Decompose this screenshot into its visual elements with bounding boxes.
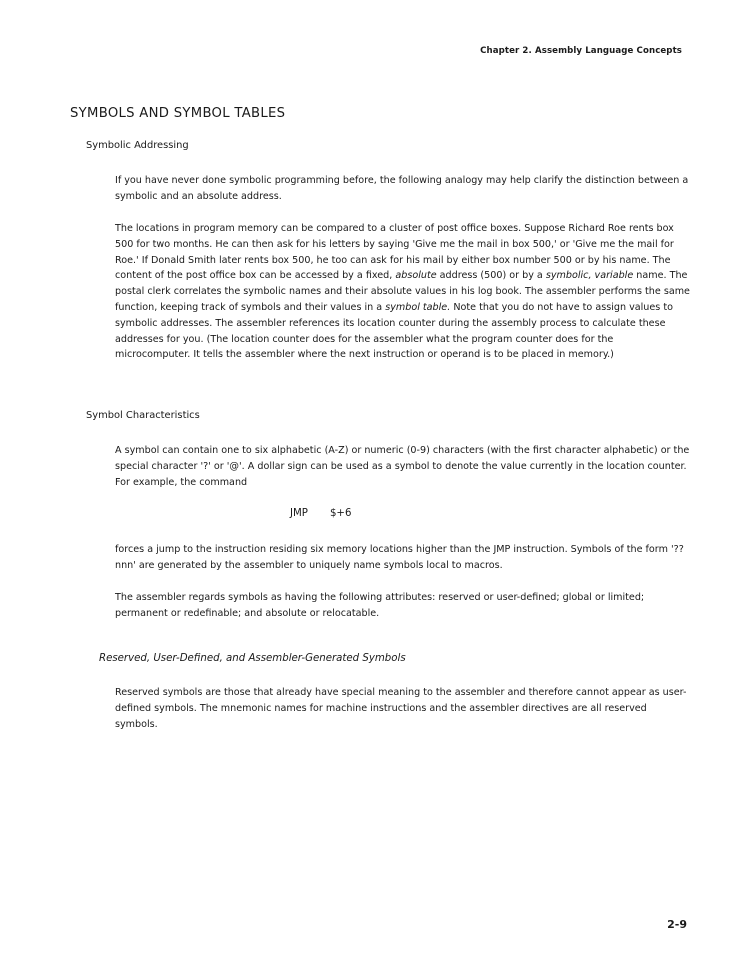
section-title: SYMBOLS AND SYMBOL TABLES [70,106,286,121]
emphasis-symbolic-variable: symbolic, variable [545,270,634,282]
emphasis-absolute: absolute [395,270,437,282]
subheading-symbol-characteristics: Symbol Characteristics [86,410,200,421]
subheading-reserved-symbols: Reserved, User-Defined, and Assembler-Generated Symbols [99,653,406,664]
text-run: address (500) or by a [436,270,546,282]
text-run: The locations in program memory can be compared to a cluster of post office boxes. Suppose Richard Roe rents box 500 for two months. He can then ask for his letters by saying 'Give me the mail in box 500,' or 'Give me the mail for Roe.' If Donald Smith later rents box 500, he too can ask for his mail by either box number 500 or by his name. The content of the post office box can be accessed by a fixed, [115,223,674,282]
emphasis-symbol-table: symbol table. [385,301,451,313]
paragraph-post-office-analogy [115,221,690,363]
paragraph-reserved-symbols: Reserved symbols are those that already have special meaning to the assembler and therefore cannot appear as user-defined symbols. The mnemonic names for machine instructions and the assembler directives are all reserved symbols. [115,687,687,730]
paragraph-jump-explanation: forces a jump to the instruction residing six memory locations higher than the JMP instruction. Symbols of the form '??nnn' are generated by the assembler to uniquely name symbols local to macros. [115,544,684,571]
text-run: Note that you do not have to assign values to symbolic addresses. The assembler references its location counter during the assembly process to calculate these addresses for you. (The location counter does for the assembler what the program counter does for the microcomputer. It tells the assembler where the next instruction or operand is to be placed in memory.) [115,301,673,361]
command-mnemonic: JMP [290,508,308,519]
command-operand: $+6 [329,508,352,519]
running-head: Chapter 2. Assembly Language Concepts [480,46,682,56]
subheading-symbolic-addressing: Symbolic Addressing [86,140,189,151]
page-number: 2-9 [667,918,687,931]
paragraph-analogy-intro: If you have never done symbolic programming before, the following analogy may help clarify the distinction between a symbolic and an absolute address. [115,175,689,202]
paragraph-symbol-attributes: The assembler regards symbols as having the following attributes: reserved or user-defined; global or limited; permanent or redefinable; and absolute or relocatable. [115,592,645,619]
text-run: name. The postal clerk correlates the symbolic names and their absolute values in his log book. The assembler performs the same function, keeping track of symbols and their values in a [115,270,690,313]
paragraph-symbol-rules: A symbol can contain one to six alphabetic (A-Z) or numeric (0-9) characters (with the first character alphabetic) or the special character '?' or '@'. A dollar sign can be used as a symbol to denote the value currently in the location counter. For example, the command [115,445,690,488]
command-example [290,508,351,519]
